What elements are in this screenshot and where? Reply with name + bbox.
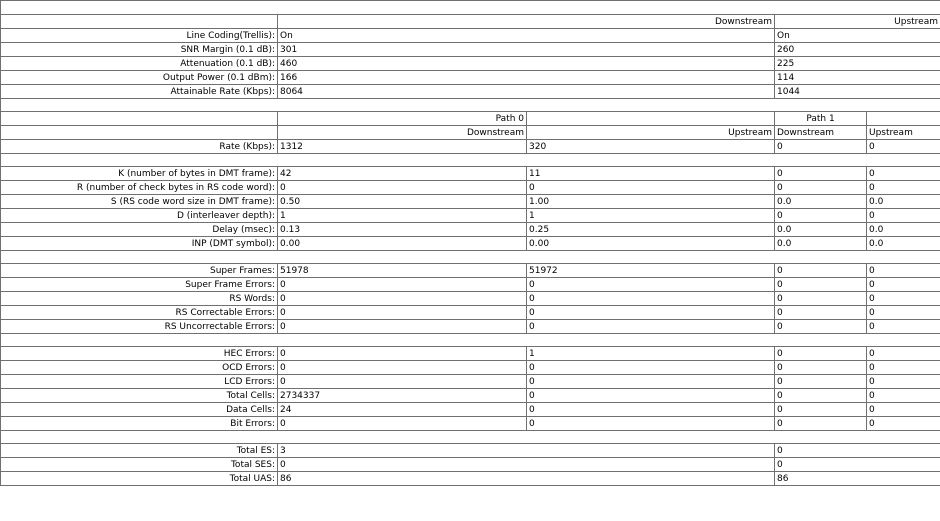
path0-upstream-value: 11 — [527, 167, 775, 181]
upstream-value: 0 — [775, 458, 940, 472]
frame-row — [1, 167, 940, 181]
path0-downstream-value: 0.00 — [278, 237, 527, 251]
path1-downstream-value: 0 — [775, 278, 867, 292]
path1-upstream-value: 0 — [867, 140, 940, 154]
row-label: RS Uncorrectable Errors: — [1, 320, 278, 334]
path0-downstream-header: Downstream — [278, 126, 527, 140]
path0-downstream-value: 51978 — [278, 264, 527, 278]
path1-upstream-value: 0 — [867, 347, 940, 361]
frame-row — [1, 209, 940, 223]
path1-upstream-value: 0 — [867, 181, 940, 195]
upstream-value: 114 — [775, 71, 940, 85]
section-separator — [1, 334, 940, 347]
row-label: Attainable Rate (Kbps): — [1, 85, 278, 99]
path1-upstream-value: 0 — [867, 306, 940, 320]
row-label: Output Power (0.1 dBm): — [1, 71, 278, 85]
downstream-value: 0 — [278, 458, 775, 472]
path0-downstream-value: 0 — [278, 306, 527, 320]
superframe-row — [1, 292, 940, 306]
path0-upstream-value: 1.00 — [527, 195, 775, 209]
upstream-value: 260 — [775, 43, 940, 57]
path1-upstream-value: 0 — [867, 264, 940, 278]
path1-downstream-value: 0 — [775, 347, 867, 361]
path1-downstream-value: 0 — [775, 306, 867, 320]
cell-row — [1, 389, 940, 403]
summary-row — [1, 29, 940, 43]
path1-upstream-value: 0 — [867, 375, 940, 389]
total-row — [1, 444, 940, 458]
top-spacer-row — [1, 1, 940, 15]
row-label: Attenuation (0.1 dB): — [1, 57, 278, 71]
path1-upstream-value: 0 — [867, 361, 940, 375]
path1-downstream-value: 0 — [775, 389, 867, 403]
row-label: R (number of check bytes in RS code word): — [1, 181, 278, 195]
path0-upstream-value: 0.00 — [527, 237, 775, 251]
path1-upstream-value: 0 — [867, 278, 940, 292]
row-label: Rate (Kbps): — [1, 140, 278, 154]
path1-downstream-value: 0 — [775, 140, 867, 154]
path0-downstream-value: 0 — [278, 417, 527, 431]
path1-downstream-value: 0 — [775, 264, 867, 278]
path1-upstream-value: 0.0 — [867, 237, 940, 251]
summary-header-row — [1, 15, 940, 29]
path0-downstream-value: 0 — [278, 347, 527, 361]
path1-downstream-value: 0.0 — [775, 237, 867, 251]
row-label: SNR Margin (0.1 dB): — [1, 43, 278, 57]
path0-downstream-value: 0 — [278, 361, 527, 375]
summary-row — [1, 85, 940, 99]
path1-downstream-value: 0 — [775, 209, 867, 223]
path1-upstream-value: 0 — [867, 389, 940, 403]
path0-downstream-value: 2734337 — [278, 389, 527, 403]
row-label: Total ES: — [1, 444, 278, 458]
downstream-value: On — [278, 29, 775, 43]
path0-upstream-value: 0 — [527, 375, 775, 389]
upstream-value: 1044 — [775, 85, 940, 99]
path1-upstream-value: 0 — [867, 417, 940, 431]
path1-downstream-value: 0 — [775, 292, 867, 306]
path1-downstream-value: 0 — [775, 403, 867, 417]
path1-upstream-value: 0 — [867, 167, 940, 181]
path0-downstream-value: 1312 — [278, 140, 527, 154]
row-label: HEC Errors: — [1, 347, 278, 361]
row-label: S (RS code word size in DMT frame): — [1, 195, 278, 209]
row-label: Total UAS: — [1, 472, 278, 486]
path0-upstream-value: 0 — [527, 292, 775, 306]
path0-upstream-value: 0 — [527, 278, 775, 292]
superframe-row — [1, 306, 940, 320]
path0-upstream-value: 0 — [527, 361, 775, 375]
path0-upstream-value: 0 — [527, 320, 775, 334]
path0-downstream-value: 0 — [278, 278, 527, 292]
upstream-value: On — [775, 29, 940, 43]
path1-upstream-value: 0.0 — [867, 223, 940, 237]
path0-upstream-value: 320 — [527, 140, 775, 154]
cell-row — [1, 375, 940, 389]
path1-downstream-value: 0 — [775, 417, 867, 431]
path0-upstream-value: 1 — [527, 209, 775, 223]
summary-row — [1, 71, 940, 85]
path0-downstream-value: 1 — [278, 209, 527, 223]
downstream-value: 166 — [278, 71, 775, 85]
path0-downstream-value: 24 — [278, 403, 527, 417]
path0-upstream-value: 0 — [527, 306, 775, 320]
cell-row — [1, 417, 940, 431]
row-label: OCD Errors: — [1, 361, 278, 375]
cell-row — [1, 347, 940, 361]
path0-upstream-header: Upstream — [527, 126, 775, 140]
row-label: Line Coding(Trellis): — [1, 29, 278, 43]
path0-upstream-value: 0.25 — [527, 223, 775, 237]
summary-row — [1, 43, 940, 57]
row-label: Super Frame Errors: — [1, 278, 278, 292]
section-separator — [1, 251, 940, 264]
summary-downstream-header: Downstream — [278, 15, 775, 29]
row-label: Delay (msec): — [1, 223, 278, 237]
path0-upstream-value: 0 — [527, 417, 775, 431]
path0-downstream-value: 0 — [278, 292, 527, 306]
path-header-row — [1, 112, 940, 126]
path1-downstream-value: 0.0 — [775, 223, 867, 237]
cell-row — [1, 361, 940, 375]
path1-downstream-value: 0 — [775, 320, 867, 334]
row-label: RS Words: — [1, 292, 278, 306]
row-label: D (interleaver depth): — [1, 209, 278, 223]
frame-row — [1, 195, 940, 209]
downstream-value: 3 — [278, 444, 775, 458]
section-separator — [1, 99, 940, 112]
path0-upstream-value: 0 — [527, 389, 775, 403]
path0-downstream-value: 0 — [278, 181, 527, 195]
path0-header: Path 0 — [278, 112, 527, 126]
path0-downstream-value: 0.50 — [278, 195, 527, 209]
section-separator — [1, 431, 940, 444]
path1-header: Path 1 — [775, 112, 867, 126]
path0-upstream-value: 1 — [527, 347, 775, 361]
downstream-value: 460 — [278, 57, 775, 71]
path0-downstream-value: 0 — [278, 375, 527, 389]
path1-downstream-value: 0 — [775, 167, 867, 181]
path0-downstream-value: 0.13 — [278, 223, 527, 237]
frame-row — [1, 181, 940, 195]
row-label: RS Correctable Errors: — [1, 306, 278, 320]
path1-upstream-value: 0 — [867, 292, 940, 306]
path0-downstream-value: 0 — [278, 320, 527, 334]
path1-downstream-value: 0 — [775, 375, 867, 389]
row-label: INP (DMT symbol): — [1, 237, 278, 251]
cell-row — [1, 403, 940, 417]
downstream-value: 8064 — [278, 85, 775, 99]
direction-header-row — [1, 126, 940, 140]
summary-row — [1, 57, 940, 71]
downstream-value: 86 — [278, 472, 775, 486]
superframe-row — [1, 320, 940, 334]
path1-upstream-value: 0.0 — [867, 195, 940, 209]
upstream-value: 0 — [775, 444, 940, 458]
upstream-value: 86 — [775, 472, 940, 486]
frame-row — [1, 223, 940, 237]
row-label: Data Cells: — [1, 403, 278, 417]
section-separator — [1, 154, 940, 167]
path0-upstream-value: 51972 — [527, 264, 775, 278]
row-label: Total SES: — [1, 458, 278, 472]
row-label: K (number of bytes in DMT frame): — [1, 167, 278, 181]
path1-downstream-value: 0 — [775, 181, 867, 195]
path1-upstream-value: 0 — [867, 209, 940, 223]
total-row — [1, 472, 940, 486]
path1-upstream-value: 0 — [867, 403, 940, 417]
path1-upstream-value: 0 — [867, 320, 940, 334]
path1-downstream-value: 0 — [775, 361, 867, 375]
path1-downstream-header: Downstream — [775, 126, 867, 140]
row-label: LCD Errors: — [1, 375, 278, 389]
total-row — [1, 458, 940, 472]
path1-downstream-value: 0.0 — [775, 195, 867, 209]
row-label: Bit Errors: — [1, 417, 278, 431]
row-label: Super Frames: — [1, 264, 278, 278]
path0-upstream-value: 0 — [527, 181, 775, 195]
downstream-value: 301 — [278, 43, 775, 57]
path0-downstream-value: 42 — [278, 167, 527, 181]
row-label: Total Cells: — [1, 389, 278, 403]
upstream-value: 225 — [775, 57, 940, 71]
path1-upstream-header: Upstream — [867, 126, 940, 140]
superframe-row — [1, 264, 940, 278]
superframe-row — [1, 278, 940, 292]
rate-row — [1, 140, 940, 154]
summary-upstream-header: Upstream — [775, 15, 940, 29]
path0-upstream-value: 0 — [527, 403, 775, 417]
frame-row — [1, 237, 940, 251]
